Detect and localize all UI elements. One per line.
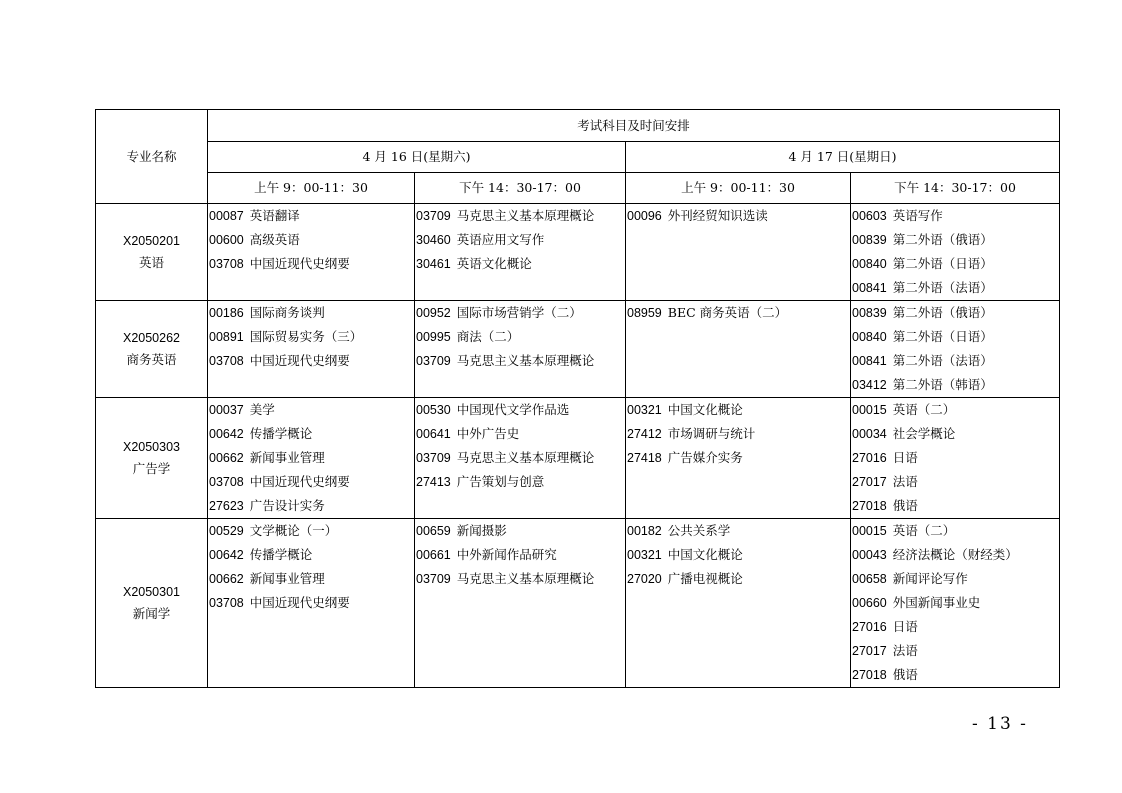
subject-code: 03708: [209, 475, 244, 489]
major-name: 新闻学: [132, 606, 171, 621]
subject-code: 00952: [416, 306, 451, 320]
subject-name: 英语翻译: [249, 208, 300, 223]
subject-code: 00642: [209, 427, 244, 441]
subject-code: 03709: [416, 572, 451, 586]
subject-name: 马克思主义基本原理概论: [456, 450, 595, 465]
subject-code: 00841: [852, 354, 887, 368]
subject-entry: [415, 204, 625, 228]
subject-code: 03708: [209, 257, 244, 271]
subject-name: 美学: [249, 402, 275, 417]
subject-name: 英语（二）: [892, 523, 956, 538]
subject-name: 第二外语（法语）: [892, 280, 993, 295]
subject-code: 27018: [852, 668, 887, 682]
subject-code: 00662: [209, 572, 244, 586]
subject-code: 03708: [209, 354, 244, 368]
subject-code: 00659: [416, 524, 451, 538]
subject-code: 00661: [416, 548, 451, 562]
subject-code: 00603: [852, 209, 887, 223]
subject-code: 27018: [852, 499, 887, 513]
major-cell: [96, 519, 208, 688]
subject-name: 第二外语（日语）: [892, 329, 993, 344]
subject-entry: [626, 204, 850, 228]
subject-entry: [208, 470, 414, 494]
subject-entry: [851, 543, 1059, 567]
subject-code: 30460: [416, 233, 451, 247]
subject-code: 00839: [852, 306, 887, 320]
subject-name: 中外广告史: [456, 426, 520, 441]
subject-entry: [208, 519, 414, 543]
header-row-days: [96, 142, 1060, 173]
session-subjects-cell: [415, 204, 626, 301]
session-header: 上午 9：00-11：30: [208, 173, 415, 204]
subject-entry: [415, 543, 625, 567]
major-name-header: 专业名称: [96, 110, 208, 204]
subject-code: 27016: [852, 451, 887, 465]
subject-code: 00034: [852, 427, 887, 441]
subject-code: 00642: [209, 548, 244, 562]
subject-code: 00840: [852, 257, 887, 271]
subject-code: 27017: [852, 644, 887, 658]
subject-name: 新闻评论写作: [892, 571, 968, 586]
subject-code: 03709: [416, 209, 451, 223]
subject-entry: [208, 349, 414, 373]
subject-entry: [851, 422, 1059, 446]
subject-code: 27418: [627, 451, 662, 465]
subject-entry: [415, 470, 625, 494]
session-subjects-cell: [208, 301, 415, 398]
subject-name: 中国现代文学作品选: [456, 402, 570, 417]
subject-entry: [851, 615, 1059, 639]
subject-entry: [208, 204, 414, 228]
exam-schedule-table: [95, 109, 1060, 688]
subject-name: 商法（二）: [456, 329, 520, 344]
subject-code: 00043: [852, 548, 887, 562]
session-subjects-cell: [415, 301, 626, 398]
subject-name: 外国新闻事业史: [892, 595, 981, 610]
major-row: [96, 398, 1060, 519]
subject-code: 00186: [209, 306, 244, 320]
subject-entry: [851, 446, 1059, 470]
subject-name: 日语: [892, 450, 918, 465]
subject-entry: [851, 663, 1059, 687]
subject-entry: [851, 519, 1059, 543]
subject-code: 27412: [627, 427, 662, 441]
subject-entry: [415, 446, 625, 470]
subject-name: 中国近现代史纲要: [249, 474, 350, 489]
major-code: X2050201: [122, 234, 180, 248]
subject-name: 传播学概论: [249, 547, 313, 562]
subject-entry: [208, 494, 414, 518]
subject-code: 03412: [852, 378, 887, 392]
major-row: [96, 519, 1060, 688]
session-subjects-cell: [626, 301, 851, 398]
subject-code: 27020: [627, 572, 662, 586]
subject-name: 新闻事业管理: [249, 571, 325, 586]
subject-entry: [626, 446, 850, 470]
subject-entry: [208, 228, 414, 252]
subject-name: 广告策划与创意: [456, 474, 545, 489]
subject-entry: [626, 398, 850, 422]
session-subjects-cell: [415, 519, 626, 688]
subject-entry: [851, 398, 1059, 422]
session-subjects-cell: [415, 398, 626, 519]
subject-code: 03708: [209, 596, 244, 610]
subject-entry: [208, 422, 414, 446]
page-number: - 13 -: [972, 714, 1028, 734]
subject-entry: [415, 398, 625, 422]
subject-entry: [626, 543, 850, 567]
subject-entry: [851, 349, 1059, 373]
header-row-title: [96, 110, 1060, 142]
subject-entry: [208, 301, 414, 325]
session-subjects-cell: [851, 204, 1060, 301]
subject-name: 国际市场营销学（二）: [456, 305, 582, 320]
major-code: X2050303: [122, 440, 180, 454]
subject-name: 中外新闻作品研究: [456, 547, 557, 562]
subject-entry: [415, 325, 625, 349]
major-cell: [96, 398, 208, 519]
subject-name: 中国文化概论: [667, 547, 743, 562]
subject-name: 第二外语（俄语）: [892, 305, 993, 320]
subject-name: 广告设计实务: [249, 498, 325, 513]
subject-entry: [851, 228, 1059, 252]
subject-entry: [626, 301, 850, 325]
subject-name: 第二外语（日语）: [892, 256, 993, 271]
subject-entry: [851, 639, 1059, 663]
subject-code: 00015: [852, 524, 887, 538]
subject-name: 俄语: [892, 667, 918, 682]
session-header: 下午 14：30-17：00: [415, 173, 626, 204]
subject-entry: [851, 470, 1059, 494]
subject-entry: [626, 422, 850, 446]
subject-code: 00530: [416, 403, 451, 417]
subject-entry: [851, 591, 1059, 615]
subject-code: 00087: [209, 209, 244, 223]
subject-code: 00662: [209, 451, 244, 465]
subject-name: 第二外语（韩语）: [892, 377, 993, 392]
day-header: 4 月 16 日(星期六): [208, 142, 626, 173]
session-subjects-cell: [626, 204, 851, 301]
subject-code: 03709: [416, 354, 451, 368]
session-subjects-cell: [851, 398, 1060, 519]
subject-name: 高级英语: [249, 232, 300, 247]
subject-name: 英语（二）: [892, 402, 956, 417]
subject-code: 00529: [209, 524, 244, 538]
major-name: 英语: [138, 255, 164, 270]
subject-name: 日语: [892, 619, 918, 634]
subject-name: 国际贸易实务（三）: [249, 329, 363, 344]
subject-code: 00660: [852, 596, 887, 610]
subject-entry: [208, 398, 414, 422]
major-cell: [96, 301, 208, 398]
session-subjects-cell: [208, 398, 415, 519]
subject-name: 英语写作: [892, 208, 943, 223]
subject-name: 马克思主义基本原理概论: [456, 571, 595, 586]
subject-entry: [208, 567, 414, 591]
subject-code: 00321: [627, 403, 662, 417]
subject-code: 27017: [852, 475, 887, 489]
subject-code: 30461: [416, 257, 451, 271]
subject-code: 00096: [627, 209, 662, 223]
subject-name: 英语文化概论: [456, 256, 532, 271]
subject-entry: [208, 591, 414, 615]
subject-name: 中国近现代史纲要: [249, 353, 350, 368]
major-code: X2050262: [122, 331, 180, 345]
day-header: 4 月 17 日(星期日): [626, 142, 1060, 173]
session-subjects-cell: [208, 519, 415, 688]
subject-code: 00841: [852, 281, 887, 295]
session-subjects-cell: [208, 204, 415, 301]
subject-name: 中国近现代史纲要: [249, 595, 350, 610]
subject-name: 俄语: [892, 498, 918, 513]
subject-name: BEC 商务英语（二）: [667, 305, 788, 320]
subject-name: 经济法概论（财经类）: [892, 547, 1018, 562]
session-header: 上午 9：00-11：30: [626, 173, 851, 204]
subject-name: 中国文化概论: [667, 402, 743, 417]
subject-entry: [851, 204, 1059, 228]
subject-name: 公共关系学: [667, 523, 731, 538]
subject-entry: [851, 301, 1059, 325]
subject-entry: [626, 519, 850, 543]
subject-name: 文学概论（一）: [249, 523, 338, 538]
subject-entry: [415, 228, 625, 252]
session-subjects-cell: [626, 398, 851, 519]
subject-entry: [626, 567, 850, 591]
subject-name: 法语: [892, 474, 918, 489]
subject-name: 市场调研与统计: [667, 426, 756, 441]
major-row: [96, 204, 1060, 301]
subject-entry: [415, 349, 625, 373]
session-header: 下午 14：30-17：00: [851, 173, 1060, 204]
subject-code: 00182: [627, 524, 662, 538]
subject-name: 新闻事业管理: [249, 450, 325, 465]
subject-name: 广播电视概论: [667, 571, 743, 586]
subject-code: 00015: [852, 403, 887, 417]
subject-name: 第二外语（俄语）: [892, 232, 993, 247]
table-body: [96, 110, 1060, 688]
major-row: [96, 301, 1060, 398]
subject-entry: [851, 252, 1059, 276]
subject-entry: [851, 567, 1059, 591]
subject-entry: [415, 519, 625, 543]
major-name: 广告学: [132, 461, 171, 476]
subject-code: 00658: [852, 572, 887, 586]
subject-name: 广告媒介实务: [667, 450, 743, 465]
subject-entry: [851, 276, 1059, 300]
subject-code: 08959: [627, 306, 662, 320]
session-subjects-cell: [851, 301, 1060, 398]
subject-code: 00839: [852, 233, 887, 247]
major-code: X2050301: [122, 585, 180, 599]
subject-name: 新闻摄影: [456, 523, 507, 538]
session-subjects-cell: [626, 519, 851, 688]
subject-name: 马克思主义基本原理概论: [456, 208, 595, 223]
subject-entry: [851, 373, 1059, 397]
major-name: 商务英语: [126, 352, 177, 367]
subject-entry: [208, 252, 414, 276]
subject-code: 00891: [209, 330, 244, 344]
subject-code: 00321: [627, 548, 662, 562]
subject-code: 00037: [209, 403, 244, 417]
subject-code: 00840: [852, 330, 887, 344]
subject-code: 27413: [416, 475, 451, 489]
subject-code: 00600: [209, 233, 244, 247]
subject-code: 03709: [416, 451, 451, 465]
major-cell: [96, 204, 208, 301]
subject-name: 传播学概论: [249, 426, 313, 441]
subject-entry: [851, 494, 1059, 518]
subject-name: 马克思主义基本原理概论: [456, 353, 595, 368]
schedule-title: 考试科目及时间安排: [208, 110, 1060, 142]
subject-code: 27623: [209, 499, 244, 513]
subject-entry: [415, 301, 625, 325]
subject-name: 中国近现代史纲要: [249, 256, 350, 271]
subject-name: 社会学概论: [892, 426, 956, 441]
subject-entry: [415, 567, 625, 591]
subject-code: 00995: [416, 330, 451, 344]
subject-code: 00641: [416, 427, 451, 441]
subject-entry: [415, 422, 625, 446]
header-row-sessions: [96, 173, 1060, 204]
subject-code: 27016: [852, 620, 887, 634]
session-subjects-cell: [851, 519, 1060, 688]
subject-entry: [208, 543, 414, 567]
subject-name: 国际商务谈判: [249, 305, 325, 320]
subject-name: 法语: [892, 643, 918, 658]
subject-entry: [415, 252, 625, 276]
subject-name: 英语应用文写作: [456, 232, 545, 247]
subject-entry: [851, 325, 1059, 349]
subject-name: 外刊经贸知识选读: [667, 208, 768, 223]
subject-entry: [208, 446, 414, 470]
subject-name: 第二外语（法语）: [892, 353, 993, 368]
subject-entry: [208, 325, 414, 349]
